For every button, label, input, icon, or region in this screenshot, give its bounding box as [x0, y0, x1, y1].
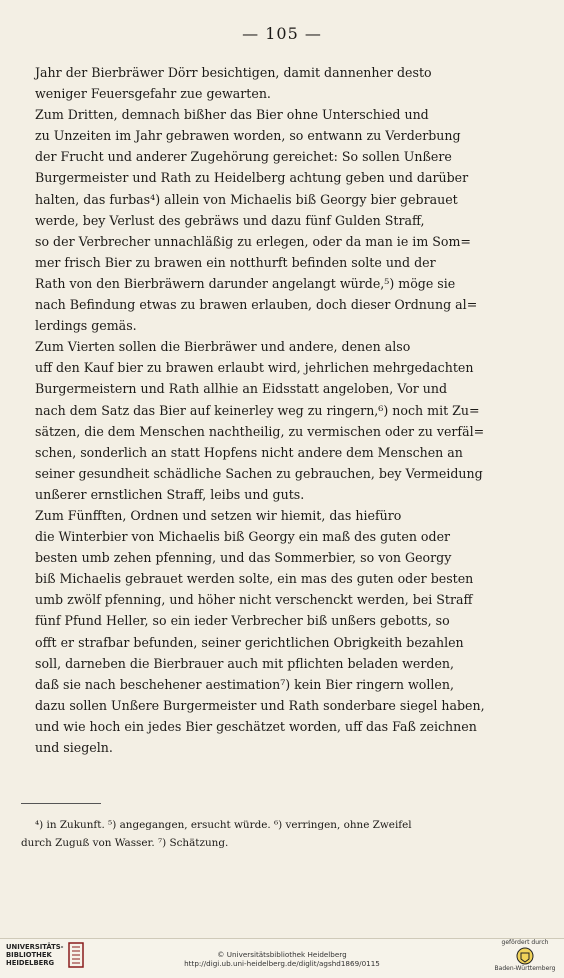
state-emblem-icon	[516, 947, 534, 965]
text-line: schen, sonderlich an statt Hopfens nicht andere dem Menschen an	[35, 444, 463, 460]
sponsor-block	[494, 939, 556, 972]
body-text	[21, 62, 545, 758]
text-line: und siegeln.	[35, 740, 113, 755]
text-line: biß Michaelis gebrauet werden solte, ein mas des guten oder besten	[35, 571, 474, 587]
text-line: werde, bey Verlust des gebräws und dazu fünf Gulden Straff,	[35, 212, 425, 228]
text-line: nach Befindung etwas zu brawen erlauben, doch dieser Ordnung al=	[35, 297, 478, 313]
text-line: Rath von den Bierbräwern darunder angelangt würde,⁵) möge sie	[35, 275, 456, 291]
text-line: so der Verbrecher unnachläßig zu erlegen, oder da man ie im Som=	[35, 233, 471, 249]
text-line: seiner gesundheit schädliche Sachen zu gebrauchen, bey Vermeidung	[35, 465, 483, 481]
funded-by-label: gefördert durch	[501, 939, 549, 946]
text-line: Zum Dritten, demnach bißher das Bier ohne Unterschied und	[35, 107, 429, 123]
footnote-divider	[21, 803, 101, 804]
text-line: die Winterbier von Michaelis biß Georgy ein maß des guten oder	[35, 529, 451, 545]
text-line: unßerer ernstlichen Straff, leibs und guts.	[35, 486, 305, 502]
footnote-line: ⁴) in Zukunft. ⁵) angegangen, ersucht würde. ⁶) verringen, ohne Zweifel	[35, 819, 412, 831]
library-logo-line: UNIVERSITÄTS-	[6, 943, 64, 951]
library-logo-line: BIBLIOTHEK	[6, 951, 52, 959]
text-line: daß sie nach beschehener aestimation⁷) kein Bier ringern wollen,	[35, 676, 454, 692]
text-line: Burgermeister und Rath zu Heidelberg achtung geben und darüber	[35, 170, 469, 186]
text-line: Jahr der Bierbräwer Dörr besichtigen, damit dannenher desto	[35, 65, 432, 80]
text-line: der Frucht und anderer Zugehörung gereichet: So sollen Unßere	[35, 149, 452, 165]
text-line: besten umb zehen pfenning, und das Sommerbier, so von Georgy	[35, 550, 452, 566]
sponsor-name: Baden-Württemberg	[494, 965, 556, 972]
text-line: fünf Pfund Heller, so ein ieder Verbrecher biß unßers gebotts, so	[35, 613, 450, 629]
text-line: uff den Kauf bier zu brawen erlaubt wird, jehrlichen mehrgedachten	[35, 360, 474, 376]
text-line: und wie hoch ein jedes Bier geschätzet worden, uff das Faß zeichnen	[35, 718, 477, 734]
footnote-line: durch Zuguß von Wasser. ⁷) Schätzung.	[21, 837, 229, 849]
text-line: soll, darneben die Bierbrauer auch mit pflichten beladen werden,	[35, 655, 455, 671]
text-line: Zum Fünfften, Ordnen und setzen wir hiemit, das hiefüro	[35, 507, 402, 523]
copyright-text: © Universitätsbibliothek Heidelberg	[217, 950, 347, 959]
text-line: nach dem Satz das Bier auf keinerley weg zu ringern,⁶) noch mit Zu=	[35, 402, 480, 418]
text-line: zu Unzeiten im Jahr gebrawen worden, so entwann zu Verderbung	[35, 128, 461, 144]
library-logo-line: HEIDELBERG	[6, 959, 55, 967]
text-line: mer frisch Bier zu brawen ein notthurft befinden solte und der	[35, 254, 436, 270]
text-line: dazu sollen Unßere Burgermeister und Rath sonderbare siegel haben,	[35, 697, 485, 713]
text-line: weniger Feuersgefahr zue gewarten.	[35, 86, 271, 102]
text-line: halten, das furbas⁴) allein von Michaelis biß Georgy bier gebrauet	[35, 191, 458, 207]
permalink[interactable]: http://digi.ub.uni-heidelberg.de/diglit/agshd1869/0115	[184, 959, 380, 968]
text-line: Burgermeistern und Rath allhie an Eidsstatt angeloben, Vor und	[35, 381, 448, 397]
text-line: sätzen, die dem Menschen nachtheilig, zu vermischen oder zu verfäl=	[35, 423, 485, 439]
text-line: lerdings gemäs.	[35, 318, 137, 334]
copyright-info	[0, 950, 564, 968]
text-line: umb zwölf pfenning, und höher nicht verschenckt werden, bei Straff	[35, 592, 473, 608]
text-line: offt er strafbar befunden, seiner gerichtlichen Obrigkeith bezahlen	[35, 634, 464, 650]
page-number-header: — 105 —	[242, 24, 322, 43]
text-line: Zum Vierten sollen die Bierbräwer und andere, denen also	[35, 339, 411, 355]
footnotes	[21, 816, 545, 852]
digitization-footer	[0, 938, 564, 978]
